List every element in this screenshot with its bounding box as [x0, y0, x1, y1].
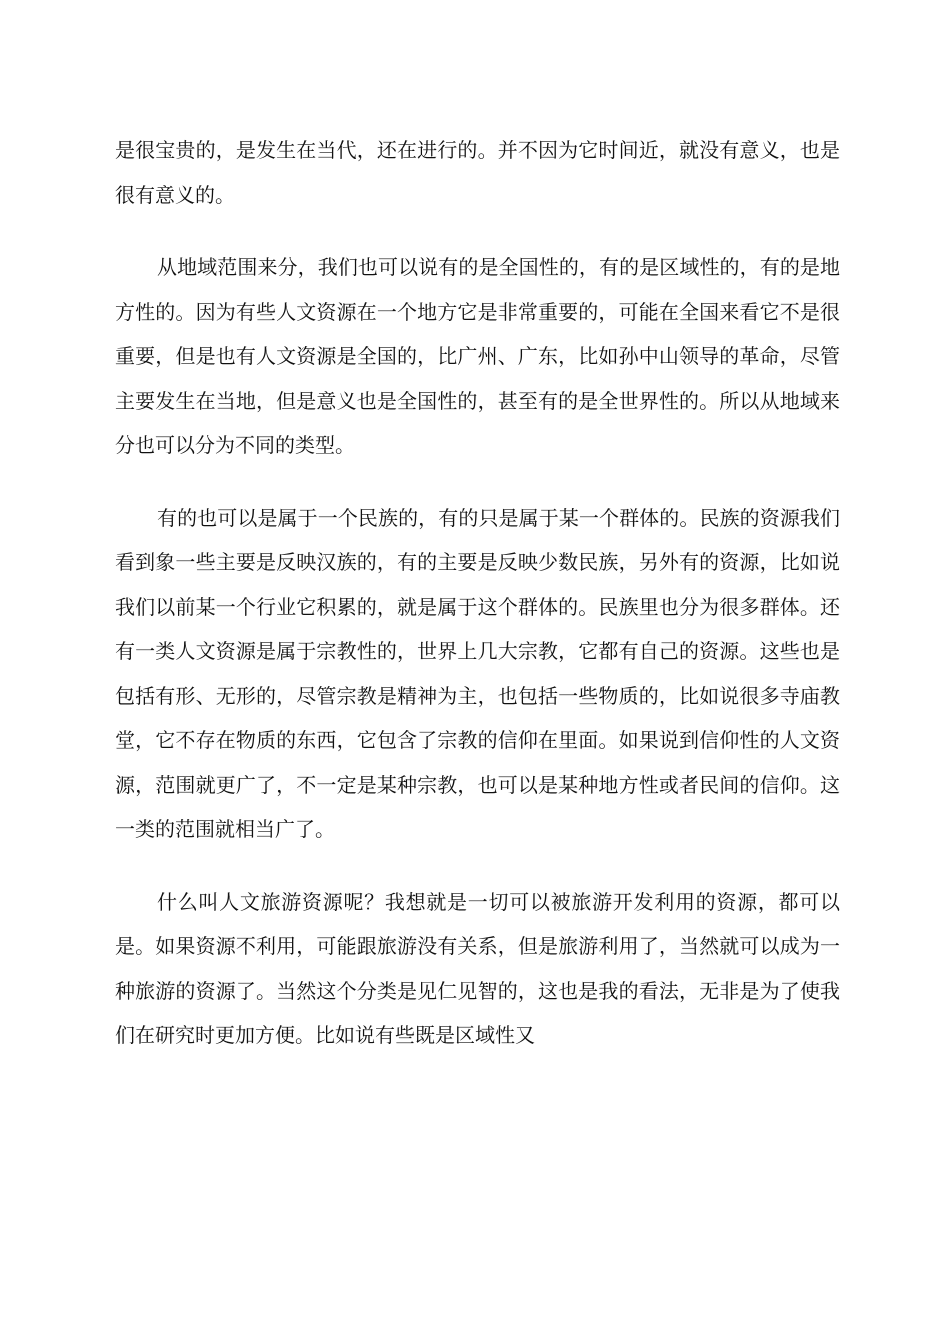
paragraph-1: 是很宝贵的，是发生在当代，还在进行的。并不因为它时间近，就没有意义，也是很有意义的。 [115, 138, 840, 207]
paragraph-3: 有的也可以是属于一个民族的，有的只是属于某一个群体的。民族的资源我们看到象一些主要是反映汉族的，有的主要是反映少数民族，另外有的资源，比如说我们以前某一个行业它积累的，就是属于这个群体的。民族里也分为很多群体。还有一类人文资源是属于宗教性的，世界上几大宗教，它都有自己的资源。这些也是包括有形、无形的，尽管宗教是精神为主，也包括一些物质的，比如说很多寺庙教堂，它不存在物质的东西，它包含了宗教的信仰在里面。如果说到信仰性的人文资源，范围就更广了，不一定是某种宗教，也可以是某种地方性或者民间的信仰。这一类的范围就相当广了。 [115, 505, 840, 841]
paragraph-2: 从地域范围来分，我们也可以说有的是全国性的，有的是区域性的，有的是地方性的。因为有些人文资源在一个地方它是非常重要的，可能在全国来看它不是很重要，但是也有人文资源是全国的，比广州、广东，比如孙中山领导的革命，尽管主要发生在当地，但是意义也是全国性的，甚至有的是全世界性的。所以从地域来分也可以分为不同的类型。 [115, 255, 840, 457]
paragraph-4: 什么叫人文旅游资源呢？我想就是一切可以被旅游开发利用的资源，都可以是。如果资源不利用，可能跟旅游没有关系，但是旅游利用了，当然就可以成为一种旅游的资源了。当然这个分类是见仁见智的，这也是我的看法，无非是为了使我们在研究时更加方便。比如说有些既是区域性又 [115, 889, 840, 1047]
document-body [115, 128, 840, 1058]
